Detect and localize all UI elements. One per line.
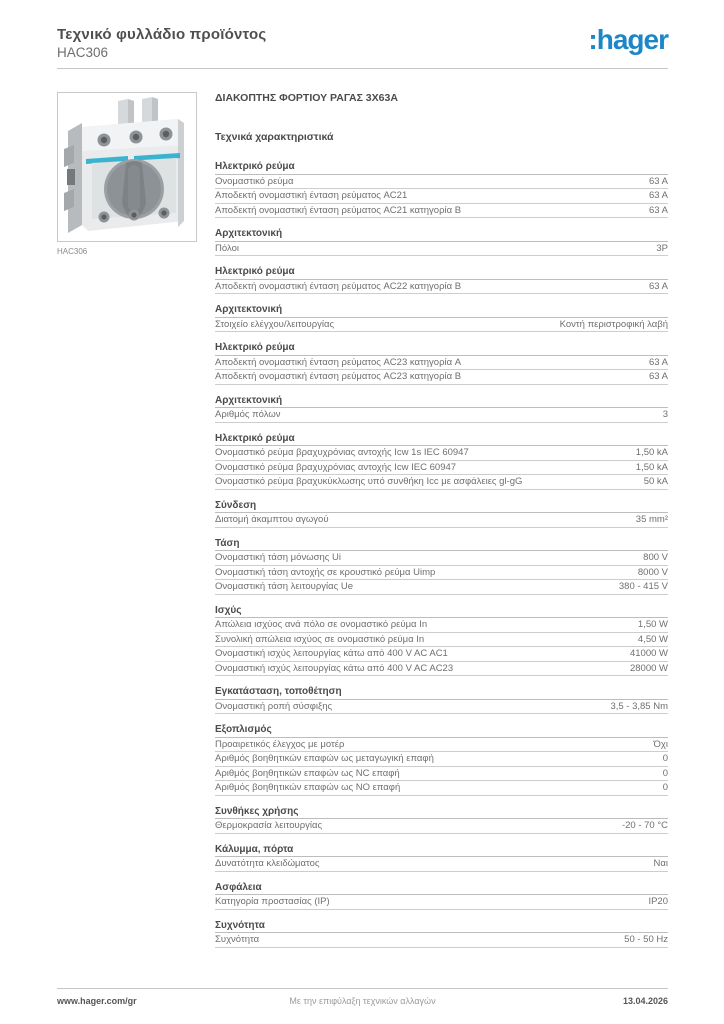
spec-row xyxy=(215,175,668,190)
spec-value: 4,50 W xyxy=(637,633,668,645)
spec-row xyxy=(215,461,668,476)
spec-value: 50 kA xyxy=(643,476,668,487)
spec-value: Όχι xyxy=(653,738,668,750)
spec-row xyxy=(215,446,668,461)
spec-section xyxy=(215,805,668,834)
spec-label: Κατηγορία προστασίας (IP) xyxy=(215,896,330,907)
section-title: Συχνότητα xyxy=(215,919,668,934)
spec-value: 800 V xyxy=(643,552,668,563)
spec-value: 63 A xyxy=(648,371,668,382)
spec-label: Αποδεκτή ονομαστική ένταση ρεύματος AC21 κατηγορία B xyxy=(215,204,462,216)
spec-label: Αριθμός πόλων xyxy=(215,409,281,420)
section-title: Ισχύς xyxy=(215,604,668,619)
section-title: Αρχιτεκτονική xyxy=(215,227,668,242)
spec-row xyxy=(215,189,668,204)
spec-row xyxy=(215,513,668,528)
spec-label: Ονομαστική τάση λειτουργίας Ue xyxy=(215,581,353,592)
spec-row xyxy=(215,280,668,295)
spec-row xyxy=(215,767,668,782)
footer-date: 13.04.2026 xyxy=(622,996,668,1006)
spec-label: Αποδεκτή ονομαστική ένταση ρεύματος AC21 xyxy=(215,190,408,201)
spec-row xyxy=(215,242,668,257)
spec-sections xyxy=(215,160,668,948)
spec-section xyxy=(215,394,668,423)
spec-label: Αριθμός βοηθητικών επαφών ως NO επαφή xyxy=(215,782,401,793)
spec-row xyxy=(215,370,668,385)
spec-label: Αριθμός βοηθητικών επαφών ως NC επαφή xyxy=(215,767,400,779)
section-title: Σύνδεση xyxy=(215,499,668,514)
spec-value: 3,5 - 3,85 Nm xyxy=(610,700,668,712)
spec-value: 50 - 50 Hz xyxy=(624,934,668,945)
spec-value: 0 xyxy=(662,753,668,764)
spec-value: 380 - 415 V xyxy=(618,581,668,592)
spec-label: Ονομαστικό ρεύμα xyxy=(215,175,294,187)
spec-value: Ναι xyxy=(653,858,668,869)
hager-logo: :hager xyxy=(588,24,668,55)
spec-row xyxy=(215,408,668,423)
spec-label: Ονομαστικό ρεύμα βραχυχρόνιας αντοχής Icw 1s IEC 60947 xyxy=(215,447,469,458)
spec-value: 28000 W xyxy=(629,662,668,674)
spec-row xyxy=(215,633,668,648)
spec-section xyxy=(215,537,668,595)
spec-label: Ονομαστική ισχύς λειτουργίας κάτω από 400 V AC AC23 xyxy=(215,662,454,674)
spec-label: Δυνατότητα κλειδώματος xyxy=(215,858,320,869)
spec-row xyxy=(215,356,668,371)
spec-row xyxy=(215,551,668,566)
content-column xyxy=(215,92,668,957)
spec-value: 63 A xyxy=(648,190,668,201)
spec-row xyxy=(215,781,668,796)
spec-value: 0 xyxy=(662,767,668,779)
spec-section xyxy=(215,843,668,872)
section-title: Τάση xyxy=(215,537,668,552)
section-title: Κάλυμμα, πόρτα xyxy=(215,843,668,858)
header-divider xyxy=(57,68,668,69)
spec-row xyxy=(215,700,668,715)
spec-label: Ονομαστική ροπή σύσφιξης xyxy=(215,700,333,712)
spec-row xyxy=(215,475,668,490)
spec-value: 8000 V xyxy=(637,566,668,578)
spec-label: Προαιρετικός έλεγχος με μοτέρ xyxy=(215,738,345,750)
spec-label: Ονομαστική τάση αντοχής σε κρουστικό ρεύμα Uimp xyxy=(215,566,436,578)
spec-label: Ονομαστικό ρεύμα βραχυχρόνιας αντοχής Icw IEC 60947 xyxy=(215,461,457,473)
spec-label: Απώλεια ισχύος ανά πόλο σε ονομαστικό ρεύμα In xyxy=(215,619,428,630)
footer-website-link[interactable]: www.hager.com/gr xyxy=(57,996,137,1006)
spec-row xyxy=(215,580,668,595)
spec-label: Θερμοκρασία λειτουργίας xyxy=(215,820,323,831)
footer-divider xyxy=(57,988,668,989)
spec-label: Συνολική απώλεια ισχύος σε ονομαστικό ρεύμα In xyxy=(215,633,425,645)
spec-label: Διατομή άκαμπτου αγωγού xyxy=(215,514,329,525)
spec-section xyxy=(215,881,668,910)
spec-label: Στοιχείο ελέγχου/λειτουργίας xyxy=(215,318,335,330)
specs-heading: Τεχνικά χαρακτηριστικά xyxy=(215,131,334,143)
spec-value: 63 A xyxy=(648,175,668,187)
spec-value: 0 xyxy=(662,782,668,793)
spec-row xyxy=(215,618,668,633)
spec-value: 35 mm² xyxy=(635,514,668,525)
spec-section xyxy=(215,723,668,796)
spec-section xyxy=(215,685,668,714)
header xyxy=(57,26,668,60)
spec-label: Αποδεκτή ονομαστική ένταση ρεύματος AC23 κατηγορία B xyxy=(215,371,462,382)
spec-section xyxy=(215,432,668,490)
spec-row xyxy=(215,895,668,910)
document-title: Τεχνικό φυλλάδιο προϊόντος xyxy=(57,26,267,43)
spec-row xyxy=(215,647,668,662)
spec-value: -20 - 70 °C xyxy=(621,820,668,831)
spec-value: 63 A xyxy=(648,356,668,368)
spec-section xyxy=(215,341,668,385)
spec-value: 41000 W xyxy=(629,648,668,659)
spec-section xyxy=(215,303,668,332)
section-title: Ασφάλεια xyxy=(215,881,668,896)
spec-row xyxy=(215,318,668,333)
spec-section xyxy=(215,160,668,218)
spec-value: 1,50 kA xyxy=(635,461,668,473)
section-title: Ηλεκτρικό ρεύμα xyxy=(215,341,668,356)
spec-row xyxy=(215,752,668,767)
spec-label: Αποδεκτή ονομαστική ένταση ρεύματος AC22 κατηγορία B xyxy=(215,280,462,292)
section-title: Ηλεκτρικό ρεύμα xyxy=(215,160,668,175)
spec-row xyxy=(215,662,668,677)
spec-section xyxy=(215,227,668,256)
spec-value: 1,50 kA xyxy=(635,447,668,458)
spec-label: Ονομαστικό ρεύμα βραχυκύκλωσης υπό συνθήκη Icc με ασφάλειες gl-gG xyxy=(215,476,523,487)
product-code: HAC306 xyxy=(57,45,109,60)
spec-section xyxy=(215,499,668,528)
section-title: Εξοπλισμός xyxy=(215,723,668,738)
spec-row xyxy=(215,738,668,753)
spec-row xyxy=(215,819,668,834)
spec-value: 63 A xyxy=(648,280,668,292)
spec-label: Αριθμός βοηθητικών επαφών ως μεταγωγική επαφή xyxy=(215,753,434,764)
load-break-switch-illustration xyxy=(58,93,196,241)
spec-value: 63 A xyxy=(648,204,668,216)
spec-label: Πόλοι xyxy=(215,242,239,254)
product-image-caption: HAC306 xyxy=(57,247,88,256)
footer-disclaimer: Με την επιφύλαξη τεχνικών αλλαγών xyxy=(289,996,436,1006)
spec-label: Συχνότητα xyxy=(215,934,260,945)
section-title: Αρχιτεκτονική xyxy=(215,303,668,318)
spec-label: Ονομαστική ισχύς λειτουργίας κάτω από 400 V AC AC1 xyxy=(215,648,448,659)
spec-row xyxy=(215,566,668,581)
spec-row xyxy=(215,204,668,219)
spec-value: 3 xyxy=(662,409,668,420)
spec-value: Κοντή περιστροφική λαβή xyxy=(559,318,668,330)
product-name: ΔΙΑΚΟΠΤΗΣ ΦΟΡΤΙΟΥ ΡΑΓΑΣ 3X63A xyxy=(215,92,398,104)
spec-label: Αποδεκτή ονομαστική ένταση ρεύματος AC23 κατηγορία A xyxy=(215,356,462,368)
spec-section xyxy=(215,919,668,948)
section-title: Ηλεκτρικό ρεύμα xyxy=(215,432,668,447)
section-title: Αρχιτεκτονική xyxy=(215,394,668,409)
spec-row xyxy=(215,933,668,948)
spec-value: 1,50 W xyxy=(637,619,668,630)
product-image xyxy=(57,92,197,242)
section-title: Συνθήκες χρήσης xyxy=(215,805,668,820)
spec-row xyxy=(215,857,668,872)
spec-value: 3P xyxy=(656,242,668,254)
spec-value: IP20 xyxy=(648,896,668,907)
section-title: Ηλεκτρικό ρεύμα xyxy=(215,265,668,280)
section-title: Εγκατάσταση, τοποθέτηση xyxy=(215,685,668,700)
spec-label: Ονομαστική τάση μόνωσης Ui xyxy=(215,552,341,563)
spec-section xyxy=(215,265,668,294)
spec-section xyxy=(215,604,668,677)
